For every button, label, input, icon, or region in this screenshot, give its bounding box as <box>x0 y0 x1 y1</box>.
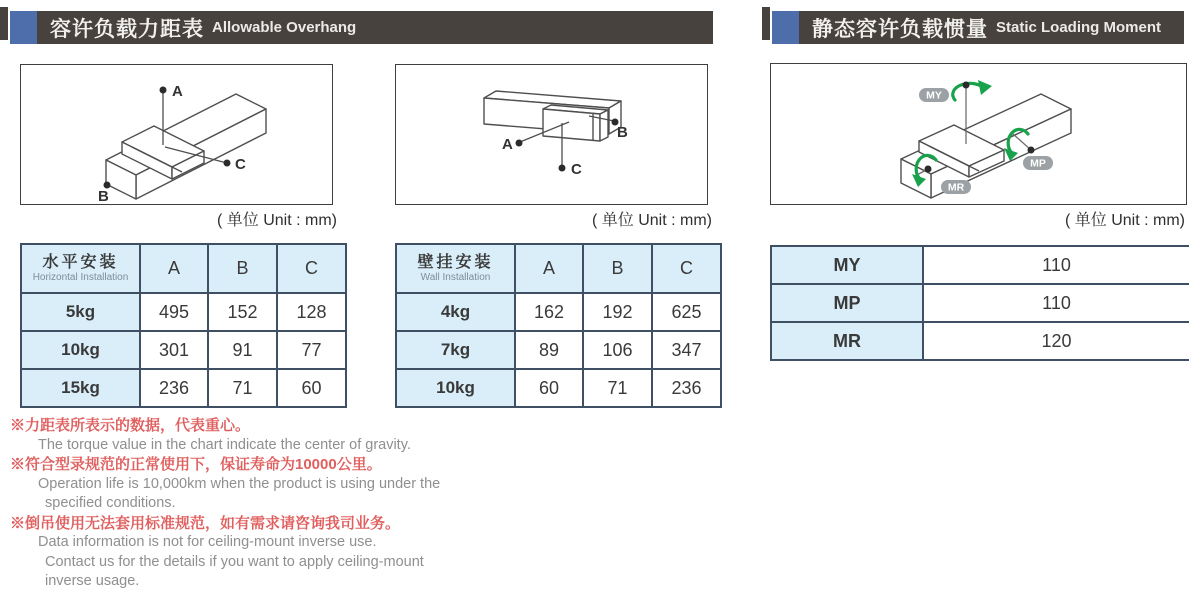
point-b-label: B <box>617 124 628 141</box>
header-accent-square-right <box>772 11 799 44</box>
point-a-dot <box>516 140 523 147</box>
value-b: 152 <box>208 293 277 331</box>
note-2-zh: ※符合型录规范的正常使用下，保证寿命为10000公里。 <box>10 456 382 473</box>
table-row <box>771 322 1189 360</box>
point-c-dot <box>224 160 231 167</box>
spec-table-moment <box>770 245 1189 361</box>
table-row <box>396 369 721 407</box>
note-1-en: The torque value in the chart indicate the center of gravity. <box>38 436 411 453</box>
row-label: 15kg <box>21 369 140 407</box>
moment-label: MY <box>771 246 923 284</box>
note-2-en-line-2: specified conditions. <box>45 495 176 511</box>
note-3-en-line-1: Data information is not for ceiling-mount inverse use. <box>38 534 377 550</box>
table-title-zh: 水平安装 <box>42 253 119 271</box>
point-a-label: A <box>172 83 183 100</box>
moment-value: 110 <box>923 284 1189 322</box>
value-c: 625 <box>652 293 721 331</box>
row-label: 5kg <box>21 293 140 331</box>
footnotes <box>10 416 630 592</box>
point-c-label: C <box>571 161 582 178</box>
unit-label-wall: ( 单位 Unit : mm) <box>592 212 712 229</box>
mr-badge-label: MR <box>947 181 965 194</box>
table-row <box>21 331 346 369</box>
section-header-static-loading-moment <box>799 11 1184 44</box>
column-header-b: B <box>583 244 652 293</box>
moment-label: MR <box>771 322 923 360</box>
point-c-dot <box>559 165 566 172</box>
table-row <box>771 246 1189 284</box>
point-a-dot <box>160 87 167 94</box>
table-row <box>21 293 346 331</box>
table-title-cell <box>396 244 515 293</box>
horizontal-installation-diagram <box>21 65 332 204</box>
diagram-box-horizontal-installation <box>20 64 333 205</box>
value-c: 77 <box>277 331 346 369</box>
value-a: 60 <box>515 369 583 407</box>
note-3-en-line-2: Contact us for the details if you want to apply ceiling-mount <box>45 553 424 570</box>
table-title-zh: 壁挂安装 <box>417 253 494 271</box>
table-row <box>396 331 721 369</box>
my-badge <box>919 88 949 102</box>
section-title-en: Static Loading Moment <box>996 19 1161 36</box>
my-badge-label: MY <box>926 89 942 102</box>
my-axis-dot <box>963 82 970 89</box>
mr-axis-dot <box>925 166 932 173</box>
unit-label-horizontal: ( 单位 Unit : mm) <box>217 212 337 229</box>
value-a: 236 <box>140 369 208 407</box>
note-1-zh: ※力距表所表示的数据，代表重心。 <box>10 417 251 434</box>
section-title-en: Allowable Overhang <box>212 19 357 36</box>
value-b: 91 <box>208 331 277 369</box>
section-header-allowable-overhang <box>37 11 713 44</box>
rail-drawing <box>901 94 1071 198</box>
table-row <box>396 293 721 331</box>
table-title-cell <box>21 244 140 293</box>
column-header-a: A <box>515 244 583 293</box>
spec-table-wall <box>395 243 722 408</box>
value-c: 60 <box>277 369 346 407</box>
column-header-c: C <box>277 244 346 293</box>
point-b-label: B <box>98 188 109 204</box>
moment-value: 110 <box>923 246 1189 284</box>
note-3-zh: ※倒吊使用无法套用标准规范，如有需求请咨询我司业务。 <box>10 514 401 532</box>
section-title-zh: 静态容许负载惯量 <box>812 17 988 41</box>
moment-label: MP <box>771 284 923 322</box>
header-strip-right <box>762 7 770 40</box>
header-accent-square-left <box>10 11 37 44</box>
value-c: 128 <box>277 293 346 331</box>
row-label: 4kg <box>396 293 515 331</box>
value-a: 89 <box>515 331 583 369</box>
mp-badge <box>1023 156 1053 170</box>
value-a: 162 <box>515 293 583 331</box>
note-3-en-line-3: inverse usage. <box>45 573 140 589</box>
diagram-box-moment <box>770 63 1187 205</box>
table-title-en: Wall Installation <box>420 271 491 283</box>
diagram-box-wall-installation <box>395 64 708 205</box>
section-title-zh: 容许负载力距表 <box>50 17 204 41</box>
point-c-label: C <box>235 156 246 173</box>
wall-installation-diagram <box>396 65 707 204</box>
value-b: 192 <box>583 293 652 331</box>
column-header-b: B <box>208 244 277 293</box>
table-row <box>21 369 346 407</box>
column-header-c: C <box>652 244 721 293</box>
row-label: 10kg <box>21 331 140 369</box>
point-a-label: A <box>502 136 513 153</box>
moment-diagram <box>771 64 1186 204</box>
value-c: 347 <box>652 331 721 369</box>
table-header-row <box>396 244 721 293</box>
value-c: 236 <box>652 369 721 407</box>
note-2-en-line-1: Operation life is 10,000km when the product is using under the <box>38 475 441 492</box>
table-row <box>771 284 1189 322</box>
table-header-row <box>21 244 346 293</box>
value-a: 301 <box>140 331 208 369</box>
table-title-en: Horizontal Installation <box>32 271 129 283</box>
row-label: 10kg <box>396 369 515 407</box>
spec-table-horizontal <box>20 243 347 408</box>
header-strip-left <box>0 7 8 40</box>
moment-value: 120 <box>923 322 1189 360</box>
rail-drawing <box>484 91 621 141</box>
value-a: 495 <box>140 293 208 331</box>
mp-axis-dot <box>1028 147 1035 154</box>
value-b: 106 <box>583 331 652 369</box>
value-b: 71 <box>583 369 652 407</box>
unit-label-moment: ( 单位 Unit : mm) <box>1065 212 1185 229</box>
column-header-a: A <box>140 244 208 293</box>
rail-drawing <box>106 94 266 199</box>
mr-badge <box>941 180 971 194</box>
row-label: 7kg <box>396 331 515 369</box>
value-b: 71 <box>208 369 277 407</box>
mp-badge-label: MP <box>1030 157 1046 170</box>
